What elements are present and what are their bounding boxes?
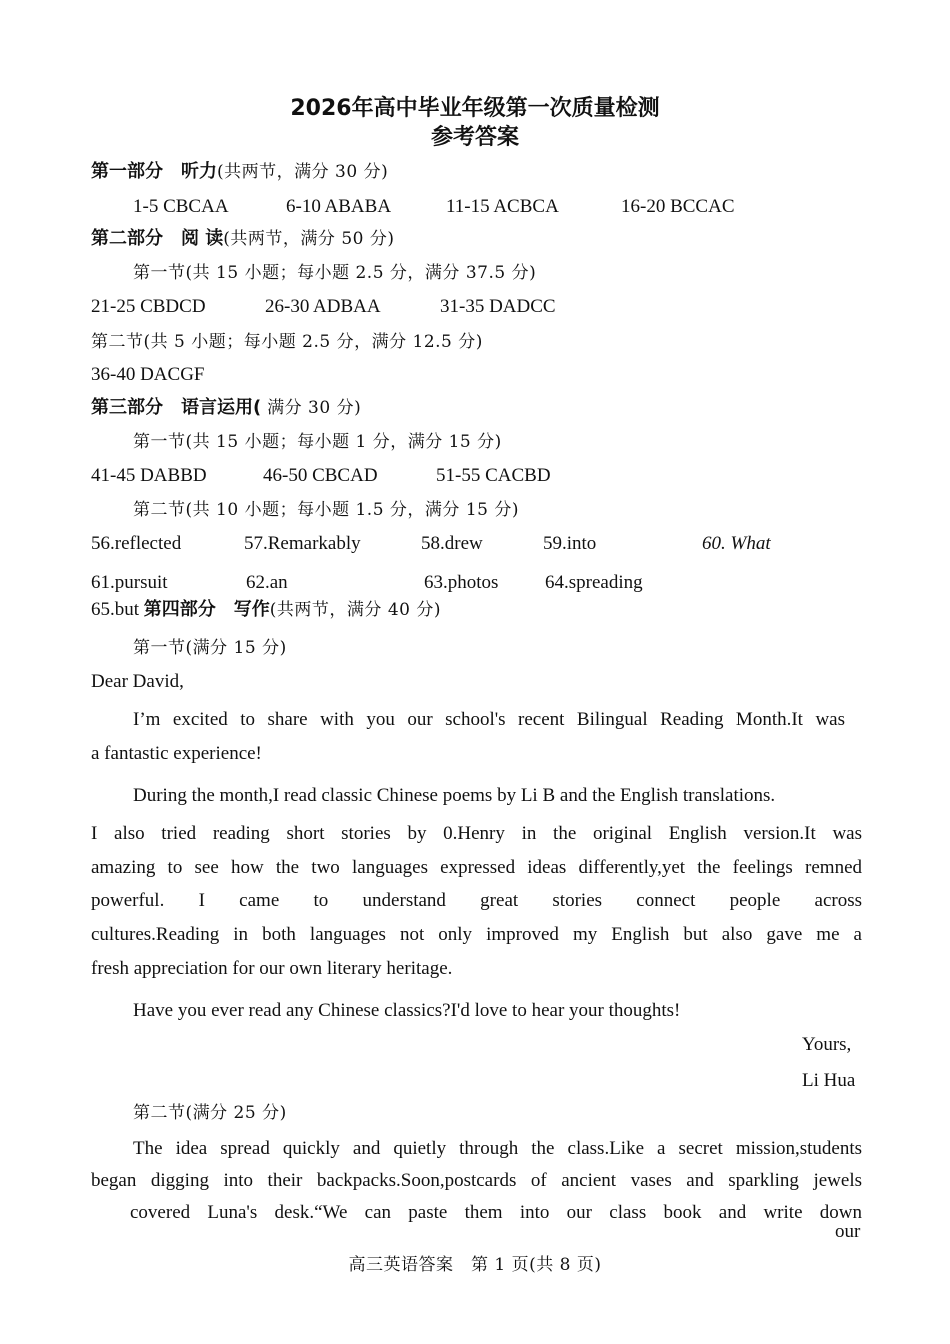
part3-s1-answer-2: 46-50 CBCAD [263,465,378,486]
answer-65: 65.but [91,599,140,620]
letter-p3: Have you ever read any Chinese classics?I'd love to hear your thoughts! [133,1000,681,1021]
part4-section2-heading: 第二节(满分 25 分) [133,1103,287,1123]
answer-58: 58.drew [421,533,483,554]
letter-p1-line1: I’m excited to share with you our school's recent Bilingual Reading Month.It was [133,709,845,730]
story-line2: began digging into their backpacks.Soon,postcards of ancient vases and sparkling jewels [91,1170,862,1191]
answer-60: 60. What [702,533,771,554]
page-title: 2026年高中毕业年级第一次质量检测 [290,96,660,121]
part1-answer-3: 11-15 ACBCA [446,196,559,217]
part2-note: (共两节，满分 50 分) [223,229,395,249]
part2-s1-answer-3: 31-35 DADCC [440,296,556,317]
part2-heading: 第二部分 阅 读 [91,228,224,249]
letter-p2-line1: During the month,I read classic Chinese poems by Li B and the English translations. [133,785,776,806]
letter-closing: Yours, [802,1034,852,1055]
part4-note: (共两节，满分 40 分) [269,600,441,620]
letter-p1-line2: a fantastic experience! [91,743,262,764]
part1-heading: 第一部分 听力 [91,161,217,182]
part1-note: (共两节，满分 30 分) [217,162,389,182]
part2-header [91,227,395,251]
part1-answer-2: 6-10 ABABA [286,196,392,217]
part3-section1-heading: 第一节(共 15 小题；每小题 1 分，满分 15 分) [133,432,502,452]
page-subtitle: 参考答案 [430,125,519,150]
answer-62: 62.an [246,572,288,593]
letter-p2-line5: cultures.Reading in both languages not only improved my English but also gave me a [91,924,862,945]
part1-answer-4: 16-20 BCCAC [621,196,735,217]
part3-heading: 第三部分 语言运用( [91,397,262,418]
part3-note: 满分 30 分) [261,398,362,418]
answer-61: 61.pursuit [91,572,168,593]
letter-p2-line3: amazing to see how the two languages expressed ideas differently,yet the feelings remned [91,857,862,878]
part1-answer-1: 1-5 CBCAA [133,196,229,217]
part3-header [91,396,361,420]
part1-header [91,160,388,184]
letter-p2-line2: I also tried reading short stories by 0.Henry in the original English version.It was [91,823,862,844]
page-footer: 高三英语答案 第 1 页(共 8 页) [348,1255,602,1275]
part2-s2-answer-1: 36-40 DACGF [91,364,205,385]
part3-s1-answer-3: 51-55 CACBD [436,465,551,486]
part2-section2-heading: 第二节(共 5 小题；每小题 2.5 分，满分 12.5 分) [91,332,483,352]
part4-heading: 第四部分 写作 [143,599,270,620]
letter-p2-line4: powerful. I came to understand great stories connect people across [91,890,862,911]
part2-s1-answer-1: 21-25 CBDCD [91,296,206,317]
part4-header-row [91,598,441,622]
answer-63: 63.photos [424,572,499,593]
answer-59: 59.into [543,533,597,554]
answer-57: 57.Remarkably [244,533,361,554]
story-line4: our [835,1221,861,1242]
letter-signature: Li Hua [802,1070,856,1091]
story-line1: The idea spread quickly and quietly through the class.Like a secret mission,students [133,1138,862,1159]
answer-64: 64.spreading [545,572,643,593]
part2-section1-heading: 第一节(共 15 小题；每小题 2.5 分，满分 37.5 分) [133,263,537,283]
story-line3: covered Luna's desk.“We can paste them into our class book and write down [130,1202,862,1223]
part4-section1-heading: 第一节(满分 15 分) [133,638,287,658]
letter-p2-line6: fresh appreciation for our own literary heritage. [91,958,453,979]
letter-salutation: Dear David, [91,671,184,692]
part3-s1-answer-1: 41-45 DABBD [91,465,207,486]
answer-56: 56.reflected [91,533,182,554]
part3-section2-heading: 第二节(共 10 小题；每小题 1.5 分，满分 15 分) [133,500,519,520]
part2-s1-answer-2: 26-30 ADBAA [265,296,381,317]
